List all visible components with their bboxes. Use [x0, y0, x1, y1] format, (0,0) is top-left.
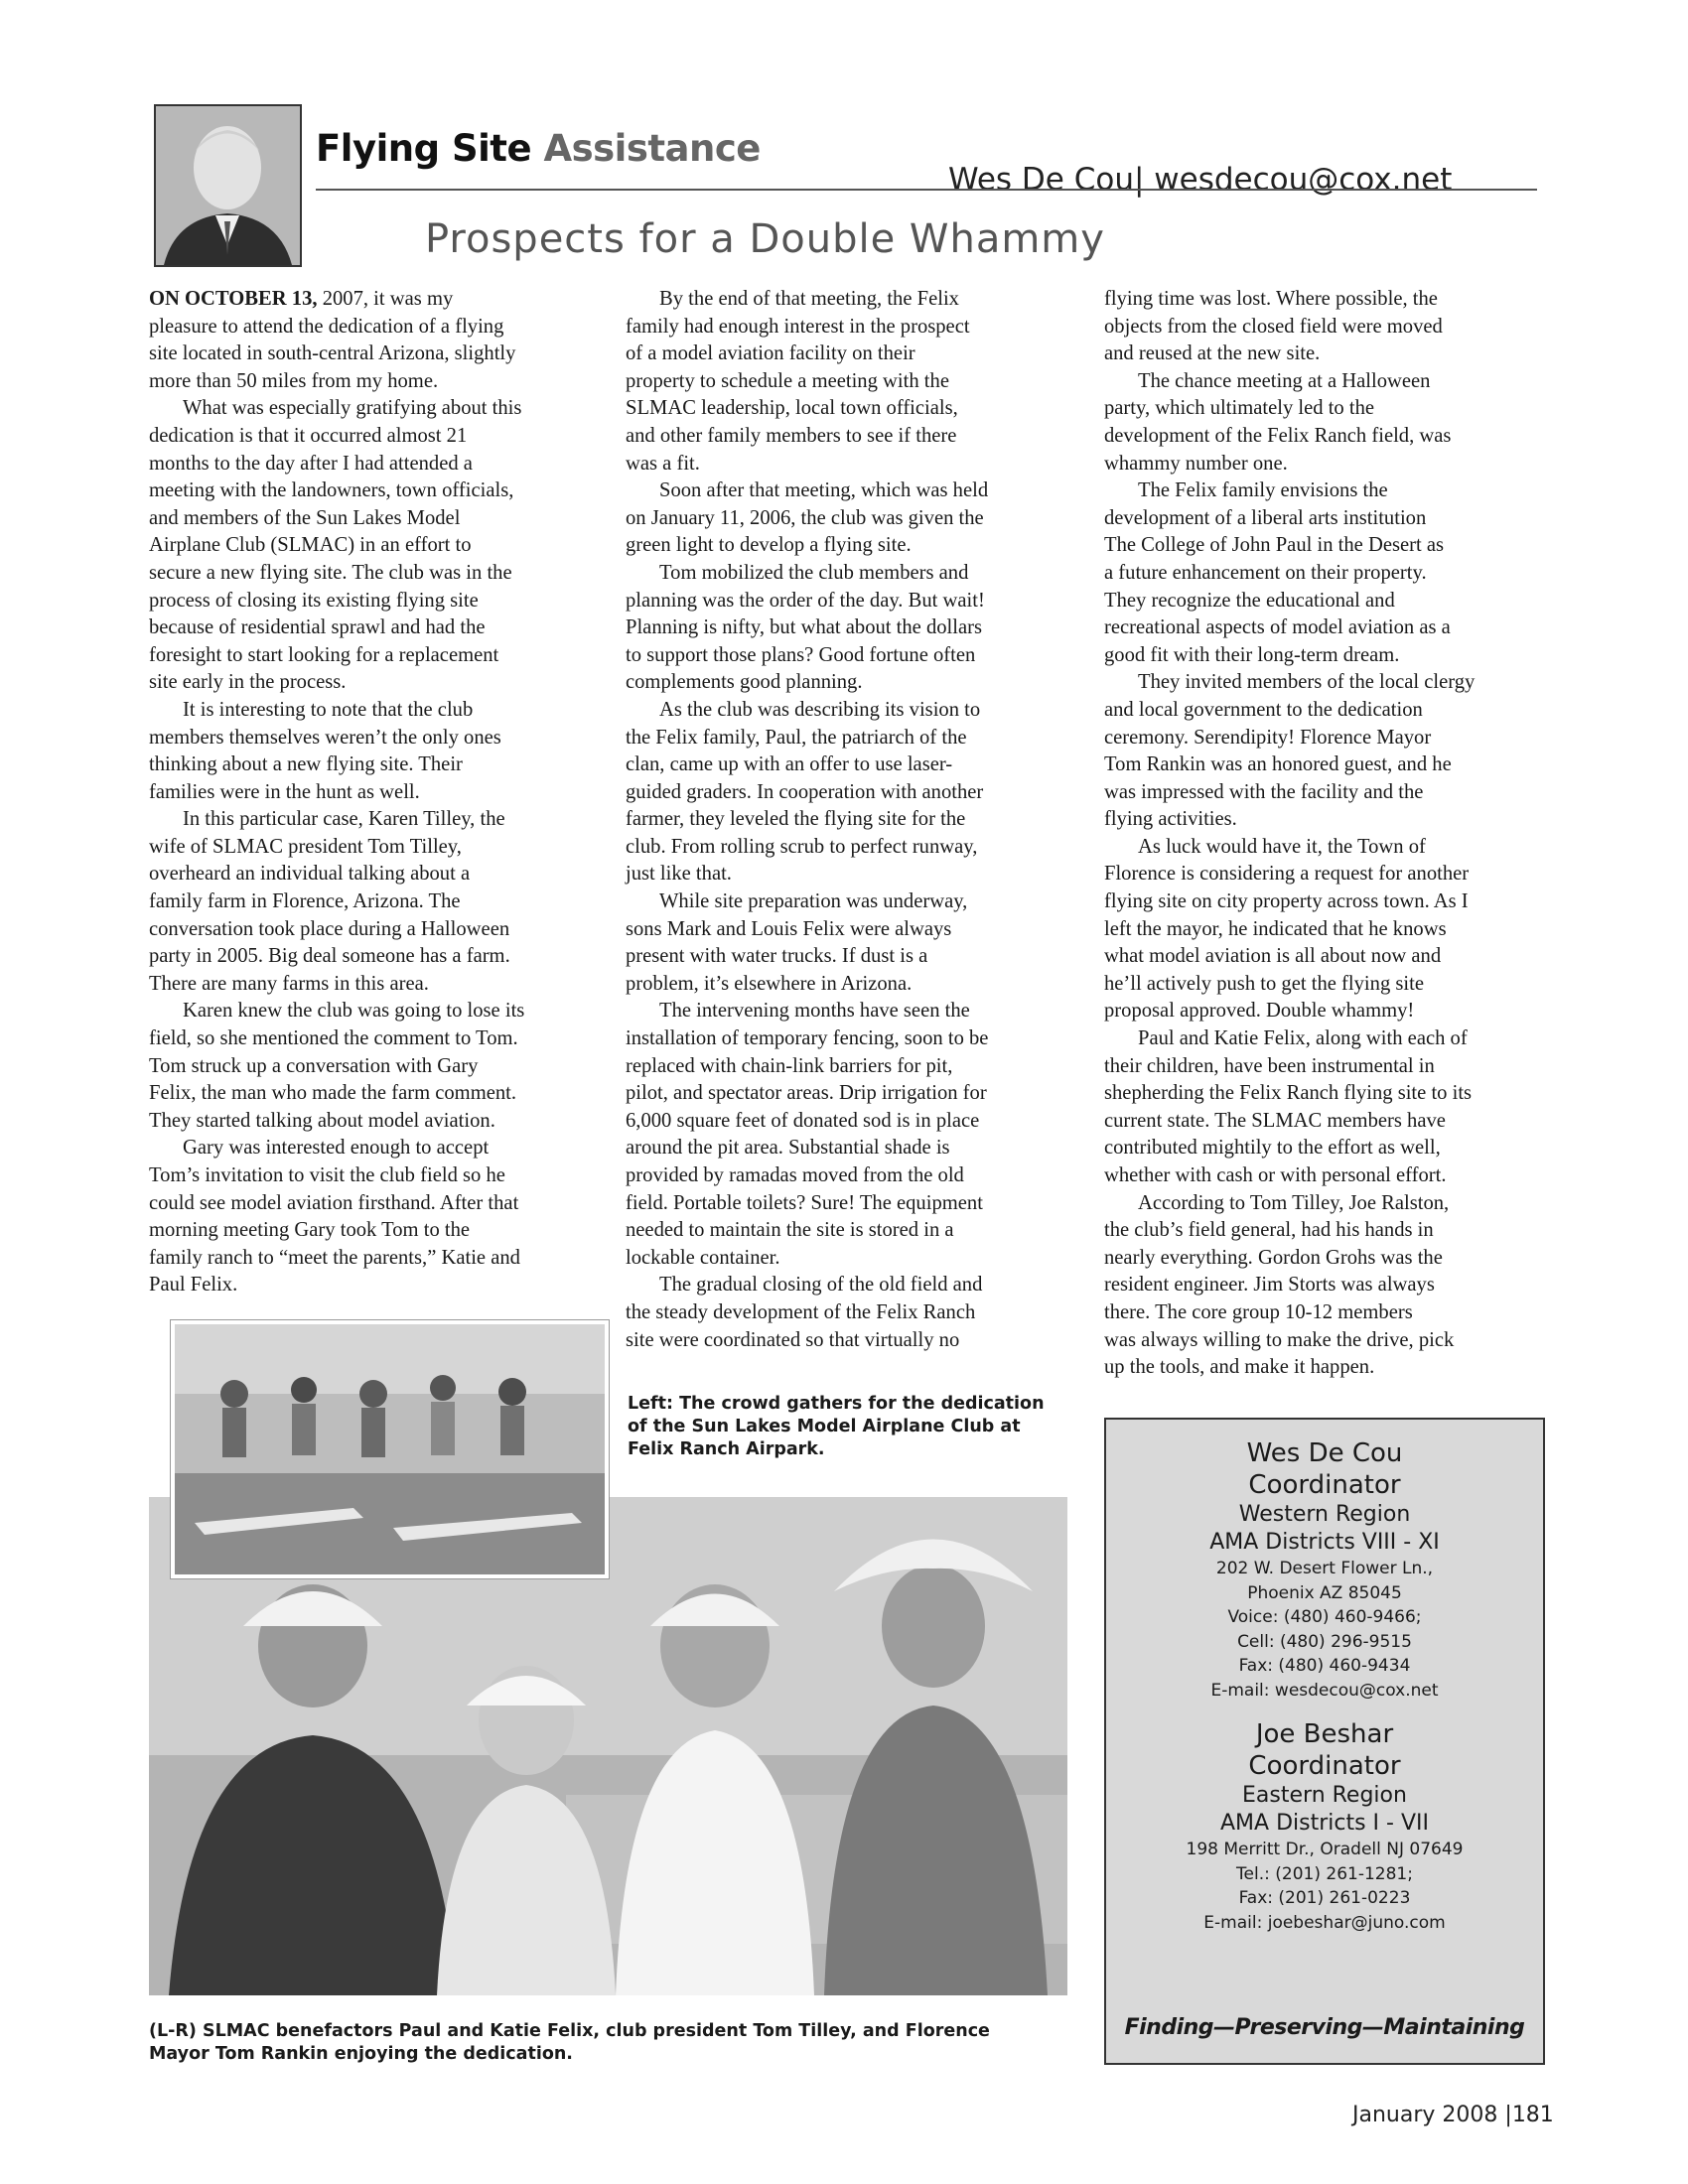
column-line-text: was impressed with the facility and the	[1104, 780, 1424, 803]
column-line-text: site located in south-central Arizona, slightly	[149, 342, 516, 365]
column-line	[626, 1327, 1067, 1355]
column-line-text: meeting with the landowners, town officials,	[149, 479, 514, 502]
column-line	[626, 916, 1067, 944]
column-line	[149, 505, 591, 533]
article-column-1	[149, 286, 591, 1299]
column-line-text: around the pit area. Substantial shade is	[626, 1137, 950, 1160]
article-title: Prospects for a Double Whammy	[425, 216, 1105, 262]
column-line-text: In this particular case, Karen Tilley, the	[183, 808, 505, 831]
column-line	[626, 478, 1067, 505]
column-line-text: lockable container.	[626, 1246, 780, 1269]
column-line	[1104, 998, 1551, 1025]
column-line-text: While site preparation was underway,	[659, 890, 968, 913]
column-line-text: their children, have been instrumental in	[1104, 1054, 1435, 1077]
column-line-text: According to Tom Tilley, Joe Ralston,	[1138, 1191, 1450, 1214]
column-line	[1104, 806, 1551, 834]
column-line	[626, 779, 1067, 807]
column-line	[1104, 588, 1551, 615]
column-line	[1104, 368, 1551, 396]
caption-line: (L-R) SLMAC benefactors Paul and Katie Felix, club president Tom Tilley, and Florence	[149, 2021, 990, 2041]
column-line-text: family had enough interest in the prospect	[626, 315, 970, 338]
column-line	[149, 916, 591, 944]
column-line	[626, 1162, 1067, 1190]
column-line	[149, 286, 591, 314]
column-line	[149, 614, 591, 642]
column-line-text: whammy number one.	[1104, 452, 1288, 475]
column-line-text: development of the Felix Ranch field, was	[1104, 424, 1452, 447]
column-line	[1104, 916, 1551, 944]
page-footer	[1352, 2103, 1554, 2127]
column-line-text: families were in the hunt as well.	[149, 780, 420, 803]
west-address-line1: 202 W. Desert Flower Ln.,	[1215, 1559, 1434, 1578]
column-line	[149, 779, 591, 807]
column-line-text: site early in the process.	[149, 671, 347, 694]
column-line-text: Tom’s invitation to visit the club field so he	[149, 1164, 505, 1186]
article-column-3	[1104, 286, 1551, 1382]
column-line	[626, 1025, 1067, 1053]
column-line-text: Felix, the man who made the farm comment.	[149, 1082, 517, 1105]
caption-crowd	[628, 1393, 1045, 1461]
column-line-text: They recognize the educational and	[1104, 589, 1395, 612]
column-line	[149, 806, 591, 834]
column-line-text: field, so she mentioned the comment to Tom.	[149, 1027, 518, 1050]
column-line	[149, 314, 591, 341]
east-tel: Tel.: (201) 261-1281;	[1236, 1863, 1413, 1884]
column-line	[149, 1245, 591, 1273]
column-line-text: flying site on city property across town. As I	[1104, 890, 1469, 913]
column-line	[149, 478, 591, 505]
column-line-text: Planning is nifty, but what about the dollars	[626, 616, 983, 639]
column-line-text: flying time was lost. Where possible, the	[1104, 288, 1438, 310]
column-line	[149, 1080, 591, 1108]
column-line	[149, 888, 591, 916]
column-line-text: overheard an individual talking about a	[149, 863, 471, 886]
column-line	[1104, 751, 1551, 779]
column-line	[1104, 1162, 1551, 1190]
column-line-text: foresight to start looking for a replacement	[149, 643, 499, 666]
column-line	[149, 532, 591, 560]
column-line	[1104, 1053, 1551, 1081]
column-line-text: family farm in Florence, Arizona. The	[149, 890, 461, 913]
column-line-text: pleasure to attend the dedication of a flying	[149, 315, 504, 338]
column-line-text: and members of the Sun Lakes Model	[149, 506, 461, 529]
column-line	[626, 614, 1067, 642]
column-title	[316, 127, 761, 170]
column-line-text: Paul and Katie Felix, along with each of	[1138, 1027, 1468, 1050]
column-line	[1104, 614, 1551, 642]
column-line-text: shepherding the Felix Ranch flying site to its	[1104, 1082, 1473, 1105]
header-rule	[316, 189, 1537, 191]
column-line-text: field. Portable toilets? Sure! The equipment	[626, 1191, 983, 1214]
column-line-text: left the mayor, he indicated that he knows	[1104, 917, 1447, 940]
column-line-text: conversation took place during a Halloween	[149, 917, 510, 940]
column-line-text: dedication is that it occurred almost 21	[149, 424, 468, 447]
column-line	[626, 1135, 1067, 1162]
column-line	[149, 368, 591, 396]
column-line-text: there. The core group 10-12 members	[1104, 1300, 1413, 1323]
column-line-text: Tom Rankin was an honored guest, and he	[1104, 753, 1452, 776]
column-line-text: The intervening months have seen the	[659, 1000, 970, 1023]
column-line-text: up the tools, and make it happen.	[1104, 1356, 1375, 1379]
column-line	[626, 1080, 1067, 1108]
caption-line: Felix Ranch Airpark.	[628, 1439, 825, 1459]
column-line	[626, 806, 1067, 834]
column-line	[1104, 451, 1551, 478]
column-line	[626, 1299, 1067, 1327]
column-line-text: objects from the closed field were moved	[1104, 315, 1443, 338]
column-line	[1104, 1354, 1551, 1382]
column-line	[149, 697, 591, 725]
column-line-text: 2007, it was my	[317, 288, 454, 310]
byline: Wes De Cou| wesdecou@cox.net	[948, 162, 1453, 198]
column-line	[626, 314, 1067, 341]
column-line	[149, 943, 591, 971]
caption-line: Mayor Tom Rankin enjoying the dedication.	[149, 2044, 573, 2064]
column-line	[626, 1190, 1067, 1218]
column-line-text: the club’s field general, had his hands in	[1104, 1219, 1434, 1242]
column-line	[1104, 1327, 1551, 1355]
column-line-text: By the end of that meeting, the Felix	[659, 288, 959, 310]
column-line	[149, 341, 591, 368]
column-line-text: secure a new flying site. The club was in the	[149, 561, 512, 584]
column-line	[1104, 642, 1551, 670]
column-line	[149, 834, 591, 862]
column-line-text: what model aviation is all about now and	[1104, 945, 1442, 968]
column-line	[1104, 341, 1551, 368]
column-line-text: thinking about a new flying site. Their	[149, 753, 463, 776]
column-line-text: ceremony. Serendipity! Florence Mayor	[1104, 726, 1432, 749]
west-coordinator-role: Coordinator	[1248, 1470, 1401, 1500]
column-line-text: problem, it’s elsewhere in Arizona.	[626, 972, 913, 995]
column-line-text: It is interesting to note that the club	[183, 698, 474, 721]
column-line-text: to support those plans? Good fortune often	[626, 643, 976, 666]
column-line-text: wife of SLMAC president Tom Tilley,	[149, 835, 462, 858]
contact-box	[1104, 1418, 1545, 2065]
column-line	[149, 861, 591, 888]
column-line-text: planning was the order of the day. But wait!	[626, 589, 985, 612]
column-line-text: on January 11, 2006, the club was given the	[626, 506, 984, 529]
column-line	[626, 560, 1067, 588]
column-line	[149, 642, 591, 670]
column-line-text: resident engineer. Jim Storts was always	[1104, 1274, 1435, 1297]
column-line	[626, 971, 1067, 999]
column-line-text: pilot, and spectator areas. Drip irrigation for	[626, 1082, 987, 1105]
caption-group	[149, 2020, 990, 2066]
column-line-text: provided by ramadas moved from the old	[626, 1164, 964, 1186]
issue-date: January 2008	[1352, 2103, 1498, 2127]
column-line-text: sons Mark and Louis Felix were always	[626, 917, 952, 940]
crowd-photo	[171, 1320, 609, 1578]
column-line-text: development of a liberal arts institution	[1104, 506, 1427, 529]
column-line-text: What was especially gratifying about this	[183, 397, 522, 420]
column-line	[149, 1025, 591, 1053]
column-line-text: nearly everything. Gordon Grohs was the	[1104, 1246, 1443, 1269]
column-line	[149, 1217, 591, 1245]
column-line-text: party, which ultimately led to the	[1104, 397, 1375, 420]
column-line-text: Florence is considering a request for another	[1104, 863, 1470, 886]
column-line	[626, 341, 1067, 368]
west-email[interactable]: E-mail: wesdecou@cox.net	[1210, 1680, 1439, 1701]
column-line	[1104, 1135, 1551, 1162]
column-line-text: Gary was interested enough to accept	[183, 1137, 490, 1160]
column-line-text: Soon after that meeting, which was held	[659, 479, 989, 502]
column-line-text: the steady development of the Felix Ranch	[626, 1300, 976, 1323]
east-districts: AMA Districts I - VII	[1220, 1811, 1429, 1836]
column-line-text: and other family members to see if there	[626, 424, 957, 447]
column-line	[1104, 1245, 1551, 1273]
column-line	[1104, 395, 1551, 423]
column-line-text: contributed mightily to the effort as well,	[1104, 1137, 1441, 1160]
column-line-text: Airplane Club (SLMAC) in an effort to	[149, 534, 472, 557]
column-line	[626, 286, 1067, 314]
caption-line: Left: The crowd gathers for the dedication	[628, 1394, 1045, 1414]
column-line	[626, 888, 1067, 916]
column-line	[626, 1272, 1067, 1299]
east-fax: Fax: (201) 261-0223	[1238, 1888, 1411, 1908]
column-line	[626, 861, 1067, 888]
column-line-text: property to schedule a meeting with the	[626, 369, 949, 392]
author-photo	[154, 104, 302, 267]
column-line-text: The College of John Paul in the Desert as	[1104, 534, 1445, 557]
column-line	[626, 451, 1067, 478]
column-line	[1104, 286, 1551, 314]
east-region: Eastern Region	[1242, 1783, 1407, 1808]
column-line-text: family ranch to “meet the parents,” Katie and	[149, 1246, 520, 1269]
column-line-text: Tom struck up a conversation with Gary	[149, 1054, 479, 1077]
column-line	[626, 642, 1067, 670]
column-line-text: There are many farms in this area.	[149, 972, 429, 995]
column-line	[1104, 560, 1551, 588]
column-line-text: and reused at the new site.	[1104, 342, 1321, 365]
column-line	[1104, 779, 1551, 807]
column-line-text: process of closing its existing flying site	[149, 589, 479, 612]
column-line-text: The chance meeting at a Halloween	[1138, 369, 1431, 392]
column-line-text: The gradual closing of the old field and	[659, 1274, 983, 1297]
column-line-text: 6,000 square feet of donated sod is in place	[626, 1109, 980, 1132]
west-districts: AMA Districts VIII - XI	[1209, 1530, 1440, 1555]
column-line	[149, 1162, 591, 1190]
column-line-text: recreational aspects of model aviation as a	[1104, 616, 1451, 639]
column-line	[626, 395, 1067, 423]
column-line	[1104, 971, 1551, 999]
column-line	[1104, 505, 1551, 533]
column-line	[1104, 1025, 1551, 1053]
column-line	[626, 669, 1067, 697]
column-line	[149, 395, 591, 423]
column-line-text: green light to develop a flying site.	[626, 534, 912, 557]
column-line	[149, 423, 591, 451]
column-line	[149, 971, 591, 999]
column-line	[626, 751, 1067, 779]
column-title-main: Flying Site	[316, 127, 532, 170]
footer-divider: |	[1504, 2103, 1512, 2127]
column-line-text: clan, came up with an offer to use laser-	[626, 753, 953, 776]
column-line-text: installation of temporary fencing, soon to be	[626, 1027, 989, 1050]
column-line-text: because of residential sprawl and had the	[149, 616, 486, 639]
column-line	[1104, 1217, 1551, 1245]
column-line-text: As luck would have it, the Town of	[1138, 835, 1426, 858]
west-region: Western Region	[1238, 1502, 1411, 1527]
caption-line: of the Sun Lakes Model Airplane Club at	[628, 1417, 1021, 1436]
column-title-sub: Assistance	[543, 127, 761, 170]
column-line	[626, 423, 1067, 451]
column-line-text: club. From rolling scrub to perfect runway,	[626, 835, 978, 858]
west-cell: Cell: (480) 296-9515	[1237, 1631, 1412, 1652]
column-line	[626, 588, 1067, 615]
column-line-text: As the club was describing its vision to	[659, 698, 981, 721]
column-line-text: morning meeting Gary took Tom to the	[149, 1219, 471, 1242]
column-line-text: proposal approved. Double whammy!	[1104, 1000, 1415, 1023]
column-line	[1104, 1272, 1551, 1299]
column-line	[1104, 669, 1551, 697]
page-number: 181	[1511, 2103, 1554, 2127]
column-line-text: replaced with chain-link barriers for pit,	[626, 1054, 953, 1077]
column-line-text: current state. The SLMAC members have	[1104, 1109, 1446, 1132]
article-column-2	[626, 286, 1067, 1354]
column-line	[149, 1190, 591, 1218]
column-line-text: They invited members of the local clergy	[1138, 671, 1476, 694]
column-line	[626, 368, 1067, 396]
east-address: 198 Merritt Dr., Oradell NJ 07649	[1186, 1840, 1464, 1859]
column-line	[1104, 478, 1551, 505]
column-line-text: could see model aviation firsthand. After that	[149, 1191, 519, 1214]
column-line	[1104, 1108, 1551, 1136]
column-line	[1104, 1190, 1551, 1218]
column-line-text: party in 2005. Big deal someone has a farm.	[149, 945, 510, 968]
column-line	[1104, 314, 1551, 341]
column-line-text: of a model aviation facility on their	[626, 342, 915, 365]
column-line	[149, 1135, 591, 1162]
column-line-text: just like that.	[626, 863, 732, 886]
column-line	[1104, 861, 1551, 888]
column-line-text: Tom mobilized the club members and	[659, 561, 969, 584]
column-line-text: more than 50 miles from my home.	[149, 369, 439, 392]
column-line	[149, 560, 591, 588]
column-line-text: the Felix family, Paul, the patriarch of the	[626, 726, 967, 749]
column-line-text: site were coordinated so that virtually no	[626, 1328, 960, 1351]
column-line-text: guided graders. In cooperation with another	[626, 780, 984, 803]
column-line-text: present with water trucks. If dust is a	[626, 945, 928, 968]
column-line-text: flying activities.	[1104, 808, 1237, 831]
column-line	[626, 834, 1067, 862]
column-line	[149, 998, 591, 1025]
column-line-text: and local government to the dedication	[1104, 698, 1423, 721]
column-line-text: Karen knew the club was going to lose its	[183, 1000, 525, 1023]
column-line	[1104, 725, 1551, 752]
column-line	[1104, 532, 1551, 560]
column-line	[626, 998, 1067, 1025]
column-line	[149, 751, 591, 779]
column-line	[1104, 423, 1551, 451]
column-line	[149, 1108, 591, 1136]
column-line-text: The Felix family envisions the	[1138, 479, 1388, 502]
column-line	[626, 505, 1067, 533]
column-line-text: members themselves weren’t the only ones	[149, 726, 501, 749]
column-line	[626, 697, 1067, 725]
column-line-text: farmer, they leveled the flying site for the	[626, 808, 966, 831]
column-line-text: needed to maintain the site is stored in a	[626, 1219, 954, 1242]
west-coordinator-name: Wes De Cou	[1246, 1438, 1403, 1468]
crowd-photo-graphic	[175, 1324, 605, 1574]
column-line-text: months to the day after I had attended a	[149, 452, 473, 475]
column-line	[1104, 1299, 1551, 1327]
column-line	[626, 532, 1067, 560]
column-line	[1104, 1080, 1551, 1108]
column-line	[626, 1108, 1067, 1136]
column-line-text: was always willing to make the drive, pick	[1104, 1328, 1455, 1351]
column-line-text: SLMAC leadership, local town officials,	[626, 397, 958, 420]
author-portrait-graphic	[156, 106, 300, 265]
column-line	[149, 451, 591, 478]
column-line	[1104, 943, 1551, 971]
column-line	[1104, 697, 1551, 725]
box-tagline: Finding—Preserving—Maintaining	[1124, 2015, 1525, 2040]
column-line-text: good fit with their long-term dream.	[1104, 643, 1400, 666]
column-line-text: whether with cash or with personal effort.	[1104, 1164, 1447, 1186]
column-line-text: They started talking about model aviation.	[149, 1109, 495, 1132]
west-address-line2: Phoenix AZ 85045	[1247, 1582, 1402, 1603]
column-line-text: complements good planning.	[626, 671, 863, 694]
column-line	[1104, 888, 1551, 916]
column-line	[626, 1217, 1067, 1245]
east-coordinator-role: Coordinator	[1248, 1751, 1401, 1781]
column-line	[149, 1053, 591, 1081]
column-line	[626, 1053, 1067, 1081]
lead-in: ON OCTOBER 13,	[149, 288, 318, 310]
column-line-text: he’ll actively push to get the flying site	[1104, 972, 1424, 995]
column-line	[626, 725, 1067, 752]
column-line	[626, 1245, 1067, 1273]
column-line	[626, 943, 1067, 971]
column-line-text: was a fit.	[626, 452, 700, 475]
east-email[interactable]: E-mail: joebeshar@juno.com	[1203, 1912, 1446, 1933]
west-fax: Fax: (480) 460-9434	[1238, 1656, 1411, 1676]
west-voice: Voice: (480) 460-9466;	[1227, 1607, 1422, 1627]
column-line-text: a future enhancement on their property.	[1104, 561, 1427, 584]
column-line	[1104, 834, 1551, 862]
column-line-text: Paul Felix.	[149, 1274, 238, 1297]
column-line	[149, 1272, 591, 1299]
east-coordinator-name: Joe Beshar	[1255, 1719, 1394, 1749]
column-line	[149, 588, 591, 615]
column-line	[149, 725, 591, 752]
column-line	[149, 669, 591, 697]
